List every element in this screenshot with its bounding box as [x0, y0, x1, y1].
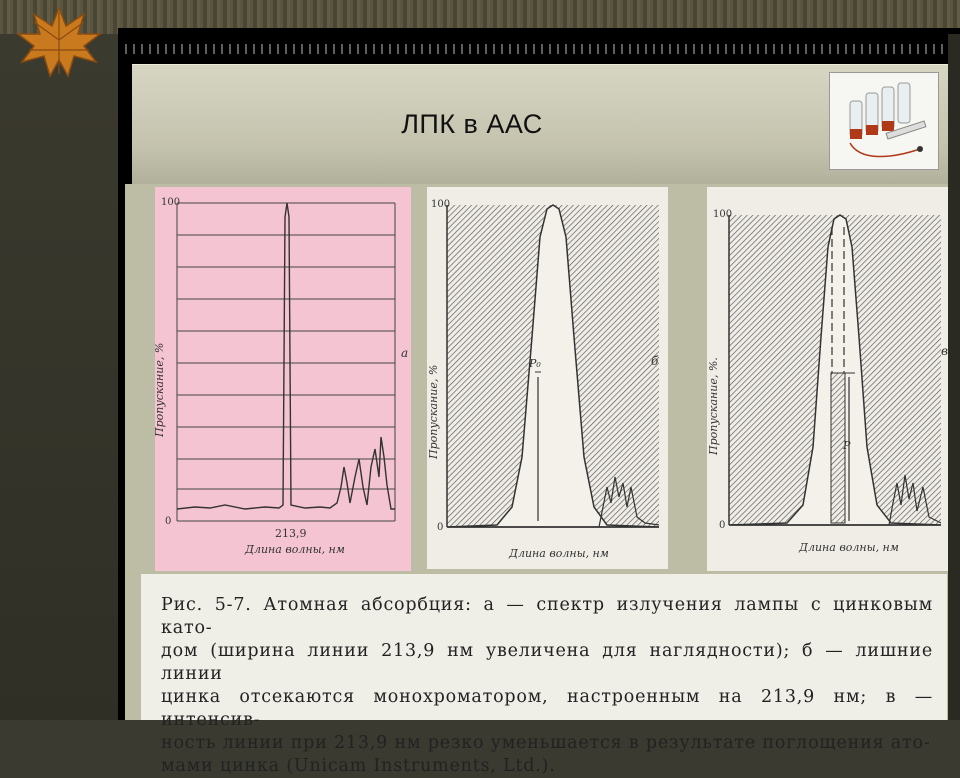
- caption-line: Рис. 5-7. Атомная абсорбция: а — спектр излучения лампы с цинковым като-: [161, 595, 933, 638]
- figure-b-tick-bottom: 0: [437, 522, 444, 533]
- figure-b-monochromator-band: [427, 187, 668, 569]
- figure-a-xlabel: Длина волны, нм: [245, 543, 345, 556]
- decorative-dotted-line: [125, 44, 955, 54]
- figure-a-panel-letter: а: [401, 346, 409, 360]
- autumn-leaf-icon: [4, 0, 114, 80]
- caption-line: цинка отсекаются монохроматором, настроенным на 213,9 нм; в — интенсив-: [161, 687, 933, 730]
- figure-b-xlabel: Длина волны, нм: [509, 547, 609, 560]
- figure-a-tick-top: 100: [161, 197, 181, 208]
- figure-c-tick-top: 100: [713, 209, 733, 220]
- title-bar: [132, 64, 948, 185]
- slide-title: ЛПК в ААС: [401, 109, 543, 139]
- left-dark-band: [0, 34, 118, 720]
- figure-c-ylabel: Пропускание, %.: [707, 357, 720, 455]
- figure-b-marker-label: P₀: [529, 357, 541, 370]
- figure-a-ylabel: Пропускание, %: [153, 342, 166, 437]
- figure-c-absorption: [707, 187, 952, 571]
- right-dark-strip: [948, 34, 960, 720]
- caption-line: мами цинка (Unicam Instruments, Ltd.).: [161, 756, 556, 776]
- figure-a-peak-label: 213,9: [275, 527, 307, 540]
- figure-b-panel-letter: б: [651, 354, 659, 368]
- figure-c-tick-bottom: 0: [719, 520, 726, 531]
- figure-b-ylabel: Пропускание, %: [427, 364, 440, 459]
- figure-a-emission-spectrum: [155, 187, 411, 571]
- figure-caption-box: [141, 574, 947, 776]
- figure-c-xlabel: Длина волны, нм: [799, 541, 899, 554]
- figure-c-marker-label: P: [843, 439, 851, 452]
- hollow-cathode-lamps-photo: [829, 72, 939, 170]
- caption-line: дом (ширина линии 213,9 нм увеличена для наглядности); б — лишние линии: [161, 641, 933, 684]
- figure-c-panel-letter: в: [941, 344, 948, 358]
- figure-b-tick-top: 100: [431, 199, 451, 210]
- caption-line: ность линии при 213,9 нм резко уменьшается в результате поглощения ато-: [161, 733, 931, 753]
- figure-a-tick-bottom: 0: [165, 516, 172, 527]
- figure-caption: [161, 594, 933, 778]
